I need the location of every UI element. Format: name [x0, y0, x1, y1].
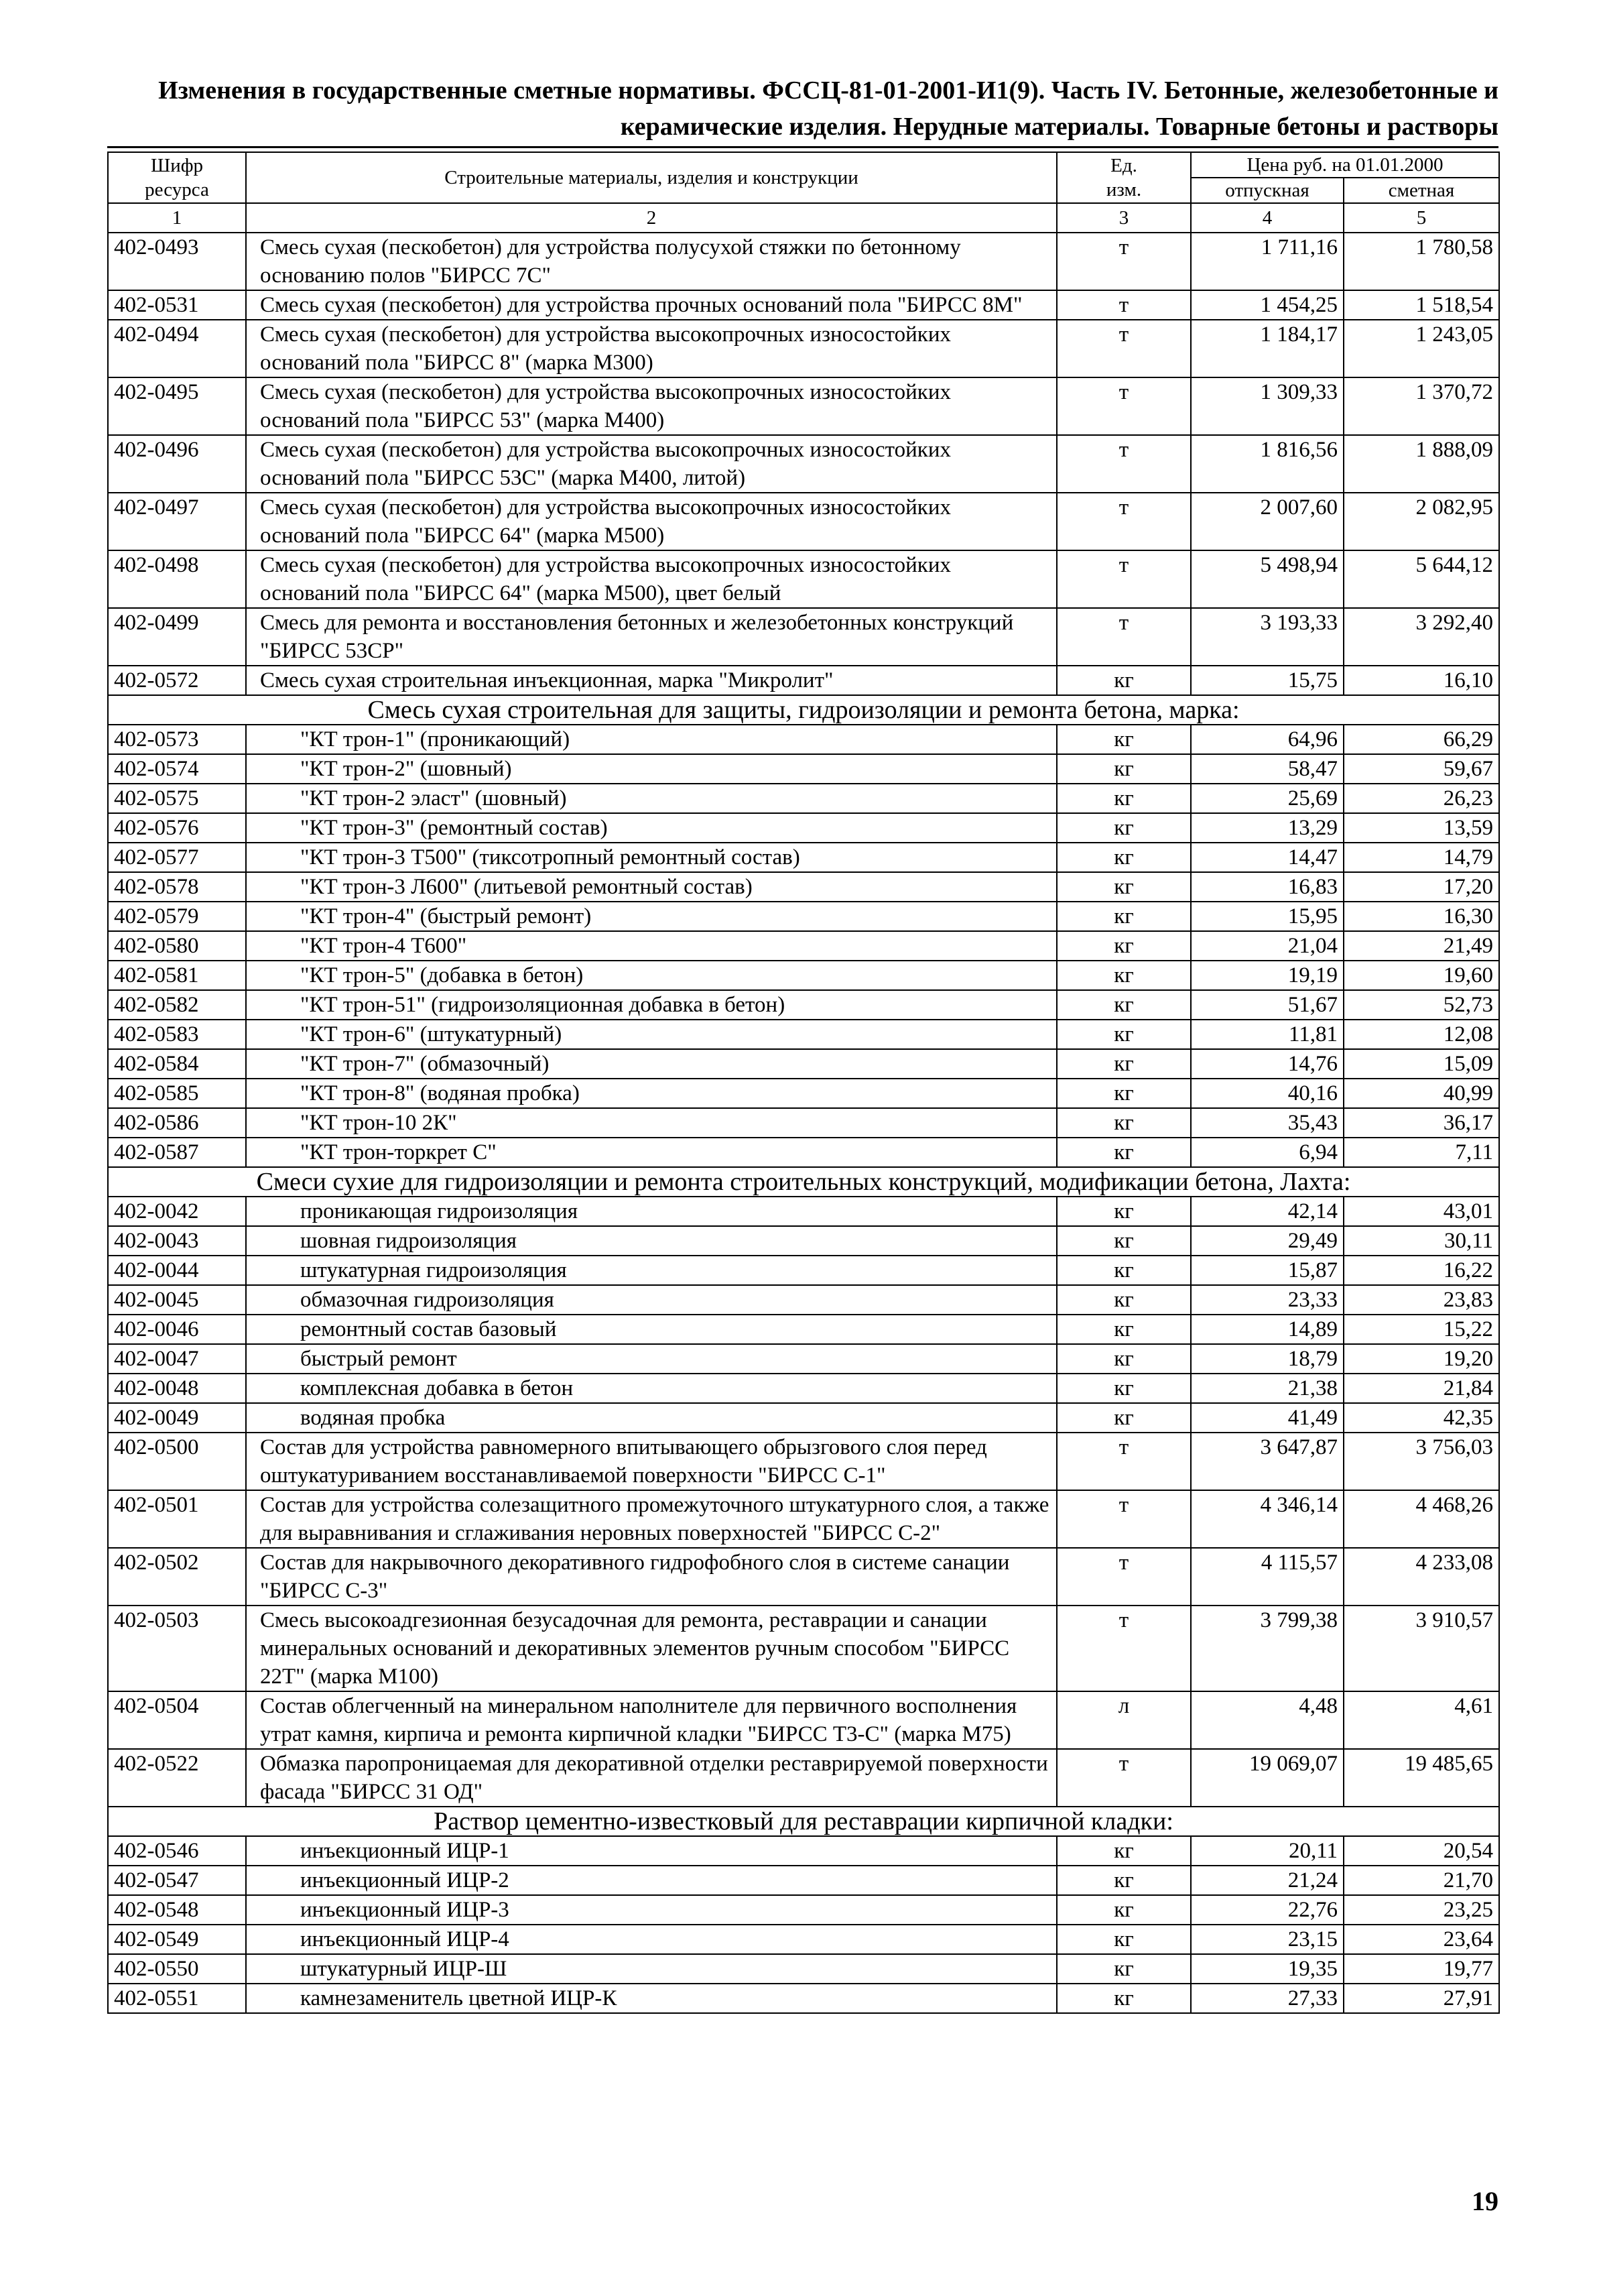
table-row: [108, 1749, 1499, 1807]
release-price: 19 069,07: [1191, 1749, 1344, 1807]
material-description: Обмазка паропроницаемая для декоративной отделки реставрируемой поверхности фасада "БИРСС 31 ОД": [246, 1749, 1057, 1807]
estimate-price: 16,30: [1344, 902, 1499, 931]
unit-of-measure: т: [1057, 1606, 1191, 1691]
unit-of-measure: кг: [1057, 1344, 1191, 1374]
column-numbers-row: [108, 203, 1499, 233]
resource-code: 402-0573: [108, 725, 246, 754]
estimate-price: 1 370,72: [1344, 377, 1499, 435]
resource-code: 402-0504: [108, 1691, 246, 1749]
estimate-price: 19,20: [1344, 1344, 1499, 1374]
table-row: [108, 1256, 1499, 1285]
estimate-price: 1 780,58: [1344, 233, 1499, 290]
resource-code: 402-0549: [108, 1925, 246, 1954]
material-description: Смесь сухая (пескобетон) для устройства высокопрочных износостойких оснований пола "БИРСС 64" (марка М500), цвет белый: [246, 550, 1057, 608]
unit-of-measure: кг: [1057, 1079, 1191, 1108]
estimate-price: 42,35: [1344, 1403, 1499, 1433]
release-price: 1 309,33: [1191, 377, 1344, 435]
table-row: [108, 1374, 1499, 1403]
estimate-price: 1 243,05: [1344, 320, 1499, 377]
table-row: [108, 1895, 1499, 1925]
unit-of-measure: кг: [1057, 902, 1191, 931]
material-description: Состав для устройства равномерного впитывающего обрызгового слоя перед оштукатуриванием восстанавливаемой поверхности "БИРСС С-1": [246, 1433, 1057, 1490]
material-description: "КТ трон-51" (гидроизоляционная добавка в бетон): [246, 990, 1057, 1020]
col-number: 1: [108, 203, 246, 233]
material-description: Смесь сухая (пескобетон) для устройства высокопрочных износостойких оснований пола "БИРСС 53С" (марка М400, литой): [246, 435, 1057, 493]
material-description: шовная гидроизоляция: [246, 1226, 1057, 1256]
table-row: [108, 1197, 1499, 1226]
resource-code: 402-0049: [108, 1403, 246, 1433]
material-description: Смесь высокоадгезионная безусадочная для ремонта, реставрации и санации минеральных оснований и декоративных элементов ручным способом "БИРСС 22Т" (марка М100): [246, 1606, 1057, 1691]
release-price: 18,79: [1191, 1344, 1344, 1374]
material-description: "КТ трон-8" (водяная пробка): [246, 1079, 1057, 1108]
unit-of-measure: кг: [1057, 1226, 1191, 1256]
resource-code: 402-0584: [108, 1049, 246, 1079]
resource-code: 402-0500: [108, 1433, 246, 1490]
table-row: [108, 1403, 1499, 1433]
release-price: 35,43: [1191, 1108, 1344, 1138]
material-description: "КТ трон-4 Т600": [246, 931, 1057, 961]
estimate-price: 59,67: [1344, 754, 1499, 784]
col-number: 2: [246, 203, 1057, 233]
estimate-price: 36,17: [1344, 1108, 1499, 1138]
table-row: [108, 1020, 1499, 1049]
material-description: Смесь сухая строительная инъекционная, марка "Микролит": [246, 666, 1057, 695]
table-row: [108, 493, 1499, 550]
unit-of-measure: кг: [1057, 1315, 1191, 1344]
resource-code: 402-0586: [108, 1108, 246, 1138]
price-table: [107, 152, 1500, 2014]
unit-of-measure: т: [1057, 233, 1191, 290]
unit-of-measure: т: [1057, 608, 1191, 666]
unit-of-measure: кг: [1057, 1108, 1191, 1138]
material-description: проникающая гидроизоляция: [246, 1197, 1057, 1226]
table-row: [108, 1925, 1499, 1954]
section-row: [108, 1807, 1499, 1836]
release-price: 41,49: [1191, 1403, 1344, 1433]
release-price: 15,75: [1191, 666, 1344, 695]
table-row: [108, 1315, 1499, 1344]
unit-of-measure: кг: [1057, 1895, 1191, 1925]
table-row: [108, 550, 1499, 608]
resource-code: 402-0585: [108, 1079, 246, 1108]
estimate-price: 3 756,03: [1344, 1433, 1499, 1490]
table-row: [108, 233, 1499, 290]
estimate-price: 27,91: [1344, 1984, 1499, 2013]
resource-code: 402-0572: [108, 666, 246, 695]
table-row: [108, 1344, 1499, 1374]
estimate-price: 19 485,65: [1344, 1749, 1499, 1807]
unit-of-measure: кг: [1057, 813, 1191, 843]
section-row: [108, 695, 1499, 725]
estimate-price: 43,01: [1344, 1197, 1499, 1226]
release-price: 2 007,60: [1191, 493, 1344, 550]
resource-code: 402-0499: [108, 608, 246, 666]
resource-code: 402-0493: [108, 233, 246, 290]
release-price: 25,69: [1191, 784, 1344, 813]
unit-of-measure: т: [1057, 1490, 1191, 1548]
release-price: 5 498,94: [1191, 550, 1344, 608]
unit-of-measure: т: [1057, 1548, 1191, 1606]
material-description: штукатурный ИЦР-Ш: [246, 1954, 1057, 1984]
unit-of-measure: т: [1057, 493, 1191, 550]
estimate-price: 20,54: [1344, 1836, 1499, 1866]
resource-code: 402-0042: [108, 1197, 246, 1226]
unit-of-measure: кг: [1057, 1374, 1191, 1403]
unit-of-measure: кг: [1057, 1925, 1191, 1954]
material-description: водяная пробка: [246, 1403, 1057, 1433]
release-price: 15,87: [1191, 1256, 1344, 1285]
table-row: [108, 1490, 1499, 1548]
table-row: [108, 1049, 1499, 1079]
col-header-unit: Ед. изм.: [1057, 152, 1191, 203]
resource-code: 402-0580: [108, 931, 246, 961]
table-row: [108, 1108, 1499, 1138]
unit-of-measure: кг: [1057, 1954, 1191, 1984]
release-price: 51,67: [1191, 990, 1344, 1020]
section-title: Раствор цементно-известковый для реставрации кирпичной кладки:: [108, 1807, 1499, 1836]
table-row: [108, 666, 1499, 695]
release-price: 4 115,57: [1191, 1548, 1344, 1606]
release-price: 42,14: [1191, 1197, 1344, 1226]
estimate-price: 66,29: [1344, 725, 1499, 754]
table-row: [108, 1954, 1499, 1984]
material-description: Состав облегченный на минеральном наполнителе для первичного восполнения утрат камня, кирпича и ремонта кирпичной кладки "БИРСС Т3-С" (марка М75): [246, 1691, 1057, 1749]
estimate-price: 21,84: [1344, 1374, 1499, 1403]
section-row: [108, 1167, 1499, 1197]
table-body: [108, 233, 1499, 2013]
release-price: 3 647,87: [1191, 1433, 1344, 1490]
material-description: Смесь сухая (пескобетон) для устройства прочных оснований пола "БИРСС 8М": [246, 290, 1057, 320]
material-description: "КТ трон-3" (ремонтный состав): [246, 813, 1057, 843]
section-title: Смесь сухая строительная для защиты, гидроизоляции и ремонта бетона, марка:: [108, 695, 1499, 725]
material-description: штукатурная гидроизоляция: [246, 1256, 1057, 1285]
release-price: 16,83: [1191, 872, 1344, 902]
unit-of-measure: т: [1057, 550, 1191, 608]
table-row: [108, 931, 1499, 961]
table-row: [108, 1836, 1499, 1866]
unit-of-measure: т: [1057, 435, 1191, 493]
unit-of-measure: кг: [1057, 843, 1191, 872]
material-description: Смесь сухая (пескобетон) для устройства высокопрочных износостойких оснований пола "БИРСС 53" (марка М400): [246, 377, 1057, 435]
header-line-1: Изменения в государственные сметные нормативы. ФССЦ-81-01-2001-И1(9). Часть IV. Бетонные, железобетонные и: [158, 76, 1498, 105]
estimate-price: 26,23: [1344, 784, 1499, 813]
resource-code: 402-0546: [108, 1836, 246, 1866]
release-price: 13,29: [1191, 813, 1344, 843]
table-row: [108, 784, 1499, 813]
table-row: [108, 1285, 1499, 1315]
estimate-price: 2 082,95: [1344, 493, 1499, 550]
estimate-price: 17,20: [1344, 872, 1499, 902]
resource-code: 402-0577: [108, 843, 246, 872]
release-price: 27,33: [1191, 1984, 1344, 2013]
material-description: быстрый ремонт: [246, 1344, 1057, 1374]
release-price: 23,33: [1191, 1285, 1344, 1315]
estimate-price: 14,79: [1344, 843, 1499, 872]
table-row: [108, 1548, 1499, 1606]
unit-of-measure: кг: [1057, 1197, 1191, 1226]
resource-code: 402-0531: [108, 290, 246, 320]
resource-code: 402-0582: [108, 990, 246, 1020]
release-price: 6,94: [1191, 1138, 1344, 1167]
resource-code: 402-0547: [108, 1866, 246, 1895]
material-description: Состав для устройства солезащитного промежуточного штукатурного слоя, а также для выравнивания и сглаживания неровных поверхностей "БИРСС С-2": [246, 1490, 1057, 1548]
release-price: 40,16: [1191, 1079, 1344, 1108]
release-price: 11,81: [1191, 1020, 1344, 1049]
table-row: [108, 813, 1499, 843]
material-description: "КТ трон-1" (проникающий): [246, 725, 1057, 754]
material-description: ремонтный состав базовый: [246, 1315, 1057, 1344]
resource-code: 402-0047: [108, 1344, 246, 1374]
release-price: 1 711,16: [1191, 233, 1344, 290]
resource-code: 402-0575: [108, 784, 246, 813]
resource-code: 402-0044: [108, 1256, 246, 1285]
unit-of-measure: л: [1057, 1691, 1191, 1749]
table-row: [108, 1984, 1499, 2013]
material-description: инъекционный ИЦР-2: [246, 1866, 1057, 1895]
table-row: [108, 320, 1499, 377]
release-price: 3 799,38: [1191, 1606, 1344, 1691]
resource-code: 402-0048: [108, 1374, 246, 1403]
release-price: 3 193,33: [1191, 608, 1344, 666]
unit-of-measure: кг: [1057, 725, 1191, 754]
material-description: "КТ трон-4" (быстрый ремонт): [246, 902, 1057, 931]
table-row: [108, 608, 1499, 666]
col-header-code: Шифр ресурса: [108, 152, 246, 203]
estimate-price: 52,73: [1344, 990, 1499, 1020]
table-row: [108, 1606, 1499, 1691]
material-description: "КТ трон-2 эласт" (шовный): [246, 784, 1057, 813]
unit-of-measure: кг: [1057, 990, 1191, 1020]
release-price: 20,11: [1191, 1836, 1344, 1866]
estimate-price: 3 910,57: [1344, 1606, 1499, 1691]
resource-code: 402-0498: [108, 550, 246, 608]
resource-code: 402-0574: [108, 754, 246, 784]
material-description: "КТ трон-торкрет С": [246, 1138, 1057, 1167]
unit-of-measure: кг: [1057, 666, 1191, 695]
table-row: [108, 1226, 1499, 1256]
unit-of-measure: т: [1057, 320, 1191, 377]
resource-code: 402-0501: [108, 1490, 246, 1548]
resource-code: 402-0576: [108, 813, 246, 843]
estimate-price: 23,25: [1344, 1895, 1499, 1925]
release-price: 21,04: [1191, 931, 1344, 961]
release-price: 29,49: [1191, 1226, 1344, 1256]
table-row: [108, 1079, 1499, 1108]
estimate-price: 1 518,54: [1344, 290, 1499, 320]
table-row: [108, 725, 1499, 754]
resource-code: 402-0045: [108, 1285, 246, 1315]
resource-code: 402-0046: [108, 1315, 246, 1344]
estimate-price: 4 233,08: [1344, 1548, 1499, 1606]
material-description: инъекционный ИЦР-1: [246, 1836, 1057, 1866]
estimate-price: 19,77: [1344, 1954, 1499, 1984]
resource-code: 402-0548: [108, 1895, 246, 1925]
resource-code: 402-0496: [108, 435, 246, 493]
table-row: [108, 872, 1499, 902]
unit-of-measure: т: [1057, 377, 1191, 435]
table-row: [108, 902, 1499, 931]
unit-of-measure: т: [1057, 290, 1191, 320]
table-row: [108, 990, 1499, 1020]
resource-code: 402-0550: [108, 1954, 246, 1984]
table-row: [108, 435, 1499, 493]
table-row: [108, 1138, 1499, 1167]
release-price: 21,24: [1191, 1866, 1344, 1895]
resource-code: 402-0494: [108, 320, 246, 377]
release-price: 14,76: [1191, 1049, 1344, 1079]
unit-of-measure: т: [1057, 1749, 1191, 1807]
unit-of-measure: кг: [1057, 872, 1191, 902]
resource-code: 402-0578: [108, 872, 246, 902]
col-number: 5: [1344, 203, 1499, 233]
header-rule: [107, 146, 1498, 148]
release-price: 19,19: [1191, 961, 1344, 990]
unit-of-measure: кг: [1057, 1285, 1191, 1315]
col-number: 4: [1191, 203, 1344, 233]
material-description: камнезаменитель цветной ИЦР-К: [246, 1984, 1057, 2013]
page-number: 19: [1472, 2186, 1498, 2216]
release-price: 1 454,25: [1191, 290, 1344, 320]
release-price: 58,47: [1191, 754, 1344, 784]
unit-of-measure: кг: [1057, 931, 1191, 961]
material-description: "КТ трон-2" (шовный): [246, 754, 1057, 784]
material-description: инъекционный ИЦР-3: [246, 1895, 1057, 1925]
resource-code: 402-0581: [108, 961, 246, 990]
estimate-price: 16,10: [1344, 666, 1499, 695]
col-header-desc: Строительные материалы, изделия и конструкции: [246, 152, 1057, 203]
resource-code: 402-0502: [108, 1548, 246, 1606]
table-row: [108, 377, 1499, 435]
estimate-price: 40,99: [1344, 1079, 1499, 1108]
material-description: Смесь сухая (пескобетон) для устройства полусухой стяжки по бетонному основанию полов "БИРСС 7С": [246, 233, 1057, 290]
material-description: "КТ трон-10 2К": [246, 1108, 1057, 1138]
unit-of-measure: кг: [1057, 754, 1191, 784]
material-description: Смесь сухая (пескобетон) для устройства высокопрочных износостойких оснований пола "БИРСС 8" (марка М300): [246, 320, 1057, 377]
unit-of-measure: кг: [1057, 1049, 1191, 1079]
col-header-price-estimate: сметная: [1344, 178, 1499, 203]
table-row: [108, 290, 1499, 320]
unit-of-measure: т: [1057, 1433, 1191, 1490]
release-price: 14,89: [1191, 1315, 1344, 1344]
unit-of-measure: кг: [1057, 1138, 1191, 1167]
unit-of-measure: кг: [1057, 1403, 1191, 1433]
table-row: [108, 1433, 1499, 1490]
release-price: 23,15: [1191, 1925, 1344, 1954]
table-row: [108, 843, 1499, 872]
table-row: [108, 961, 1499, 990]
section-title: Смеси сухие для гидроизоляции и ремонта строительных конструкций, модификации бетона, Лахта:: [108, 1167, 1499, 1197]
release-price: 14,47: [1191, 843, 1344, 872]
resource-code: 402-0551: [108, 1984, 246, 2013]
release-price: 22,76: [1191, 1895, 1344, 1925]
estimate-price: 7,11: [1344, 1138, 1499, 1167]
release-price: 15,95: [1191, 902, 1344, 931]
resource-code: 402-0583: [108, 1020, 246, 1049]
estimate-price: 3 292,40: [1344, 608, 1499, 666]
col-header-price-release: отпускная: [1191, 178, 1344, 203]
material-description: "КТ трон-3 Т500" (тиксотропный ремонтный состав): [246, 843, 1057, 872]
estimate-price: 16,22: [1344, 1256, 1499, 1285]
resource-code: 402-0043: [108, 1226, 246, 1256]
material-description: комплексная добавка в бетон: [246, 1374, 1057, 1403]
resource-code: 402-0587: [108, 1138, 246, 1167]
estimate-price: 30,11: [1344, 1226, 1499, 1256]
material-description: Смесь сухая (пескобетон) для устройства высокопрочных износостойких оснований пола "БИРСС 64" (марка М500): [246, 493, 1057, 550]
header-line-2: керамические изделия. Нерудные материалы. Товарные бетоны и растворы: [620, 113, 1498, 141]
resource-code: 402-0495: [108, 377, 246, 435]
release-price: 21,38: [1191, 1374, 1344, 1403]
material-description: Смесь для ремонта и восстановления бетонных и железобетонных конструкций "БИРСС 53СР": [246, 608, 1057, 666]
col-number: 3: [1057, 203, 1191, 233]
material-description: "КТ трон-6" (штукатурный): [246, 1020, 1057, 1049]
estimate-price: 13,59: [1344, 813, 1499, 843]
material-description: "КТ трон-5" (добавка в бетон): [246, 961, 1057, 990]
unit-of-measure: кг: [1057, 1984, 1191, 2013]
release-price: 1 184,17: [1191, 320, 1344, 377]
release-price: 4,48: [1191, 1691, 1344, 1749]
estimate-price: 4,61: [1344, 1691, 1499, 1749]
estimate-price: 19,60: [1344, 961, 1499, 990]
estimate-price: 12,08: [1344, 1020, 1499, 1049]
resource-code: 402-0497: [108, 493, 246, 550]
estimate-price: 21,70: [1344, 1866, 1499, 1895]
table-row: [108, 754, 1499, 784]
estimate-price: 1 888,09: [1344, 435, 1499, 493]
unit-of-measure: кг: [1057, 1020, 1191, 1049]
unit-of-measure: кг: [1057, 1256, 1191, 1285]
material-description: инъекционный ИЦР-4: [246, 1925, 1057, 1954]
release-price: 19,35: [1191, 1954, 1344, 1984]
unit-of-measure: кг: [1057, 1836, 1191, 1866]
material-description: "КТ трон-7" (обмазочный): [246, 1049, 1057, 1079]
page-header: [127, 72, 1498, 145]
unit-of-measure: кг: [1057, 1866, 1191, 1895]
unit-of-measure: кг: [1057, 784, 1191, 813]
release-price: 4 346,14: [1191, 1490, 1344, 1548]
estimate-price: 21,49: [1344, 931, 1499, 961]
estimate-price: 4 468,26: [1344, 1490, 1499, 1548]
resource-code: 402-0522: [108, 1749, 246, 1807]
resource-code: 402-0579: [108, 902, 246, 931]
material-description: Состав для накрывочного декоративного гидрофобного слоя в системе санации "БИРСС С-3": [246, 1548, 1057, 1606]
resource-code: 402-0503: [108, 1606, 246, 1691]
estimate-price: 5 644,12: [1344, 550, 1499, 608]
material-description: обмазочная гидроизоляция: [246, 1285, 1057, 1315]
unit-of-measure: кг: [1057, 961, 1191, 990]
estimate-price: 23,64: [1344, 1925, 1499, 1954]
estimate-price: 15,22: [1344, 1315, 1499, 1344]
table-row: [108, 1691, 1499, 1749]
estimate-price: 23,83: [1344, 1285, 1499, 1315]
release-price: 64,96: [1191, 725, 1344, 754]
table-row: [108, 1866, 1499, 1895]
material-description: "КТ трон-3 Л600" (литьевой ремонтный состав): [246, 872, 1057, 902]
release-price: 1 816,56: [1191, 435, 1344, 493]
col-header-price-group: Цена руб. на 01.01.2000: [1191, 152, 1499, 178]
estimate-price: 15,09: [1344, 1049, 1499, 1079]
